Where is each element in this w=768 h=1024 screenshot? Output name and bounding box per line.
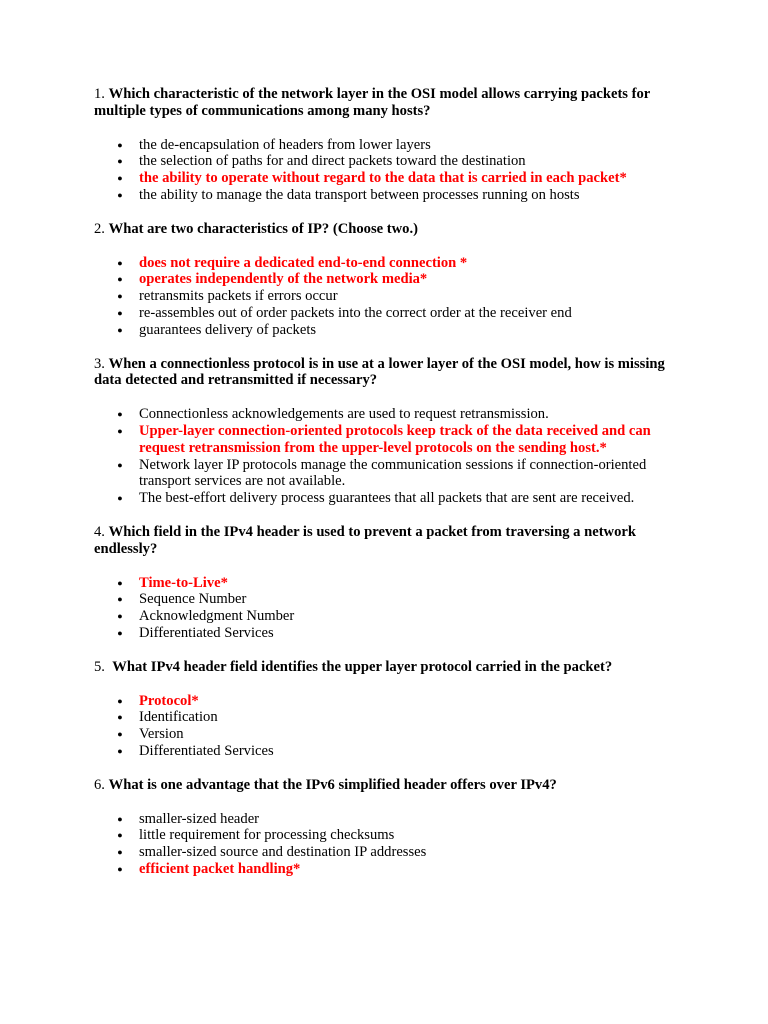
question-block bbox=[94, 524, 684, 558]
option-text: Protocol* bbox=[139, 692, 199, 709]
option-text: Upper-layer connection-oriented protocols keep track of the data received and can request retransmission from the upper-level protocols on the sending host.* bbox=[139, 422, 651, 456]
option-text: retransmits packets if errors occur bbox=[139, 288, 338, 305]
bullet-dot-icon: ● bbox=[117, 745, 123, 756]
option-text: Differentiated Services bbox=[139, 742, 274, 759]
bullet-dot-icon: ● bbox=[117, 459, 123, 470]
option-item bbox=[94, 608, 684, 625]
option-text: Acknowledgment Number bbox=[139, 608, 295, 625]
option-text: does not require a dedicated end-to-end connection * bbox=[139, 254, 468, 271]
option-item bbox=[94, 709, 684, 726]
bullet-dot-icon: ● bbox=[117, 409, 123, 420]
bullet-dot-icon: ● bbox=[117, 627, 123, 638]
question-heading bbox=[94, 524, 684, 558]
correct-option-item bbox=[94, 575, 684, 592]
option-list bbox=[94, 575, 684, 642]
option-text: Connectionless acknowledgements are used to request retransmission. bbox=[139, 406, 549, 423]
bullet-dot-icon: ● bbox=[117, 324, 123, 335]
bullet-dot-icon: ● bbox=[117, 156, 123, 167]
option-item bbox=[94, 153, 684, 170]
option-item bbox=[94, 591, 684, 608]
option-text: Version bbox=[139, 726, 184, 743]
bullet-dot-icon: ● bbox=[117, 291, 123, 302]
question-heading bbox=[94, 659, 684, 676]
option-item bbox=[94, 305, 684, 322]
option-item bbox=[94, 288, 684, 305]
bullet-dot-icon: ● bbox=[117, 189, 123, 200]
correct-option-item bbox=[94, 255, 684, 272]
correct-option-item bbox=[94, 693, 684, 710]
option-item bbox=[94, 187, 684, 204]
question-block bbox=[94, 221, 684, 238]
bullet-dot-icon: ● bbox=[117, 729, 123, 740]
option-list bbox=[94, 406, 684, 507]
bullet-dot-icon: ● bbox=[117, 847, 123, 858]
bullet-dot-icon: ● bbox=[117, 307, 123, 318]
option-text: the selection of paths for and direct packets toward the destination bbox=[139, 153, 526, 170]
option-text: Network layer IP protocols manage the communication sessions if connection-oriented transport services are not available. bbox=[139, 456, 647, 490]
question-block bbox=[94, 86, 684, 120]
option-text: the ability to operate without regard to the data that is carried in each packet* bbox=[139, 170, 627, 187]
option-text: re-assembles out of order packets into the correct order at the receiver end bbox=[139, 304, 572, 321]
option-list bbox=[94, 811, 684, 878]
option-item bbox=[94, 811, 684, 828]
option-text: guarantees delivery of packets bbox=[139, 321, 317, 338]
correct-option-item bbox=[94, 271, 684, 288]
option-list bbox=[94, 255, 684, 339]
document-body bbox=[94, 86, 684, 878]
bullet-dot-icon: ● bbox=[117, 695, 123, 706]
option-item bbox=[94, 490, 684, 507]
option-item bbox=[94, 726, 684, 743]
question-number: 4. bbox=[94, 523, 105, 540]
bullet-dot-icon: ● bbox=[117, 712, 123, 723]
question-block bbox=[94, 356, 684, 390]
bullet-dot-icon: ● bbox=[117, 830, 123, 841]
question-block bbox=[94, 659, 684, 676]
option-text: Differentiated Services bbox=[139, 624, 274, 641]
question-text: When a connectionless protocol is in use at a lower layer of the OSI model, how is missing data detected and retransmitted if necessary? bbox=[94, 355, 665, 389]
bullet-dot-icon: ● bbox=[117, 274, 123, 285]
question-text: Which field in the IPv4 header is used to prevent a packet from traversing a network endlessly? bbox=[94, 523, 636, 557]
bullet-dot-icon: ● bbox=[117, 425, 123, 436]
bullet-dot-icon: ● bbox=[117, 493, 123, 504]
question-number: 5. bbox=[94, 658, 105, 675]
question-heading bbox=[94, 86, 684, 120]
option-text: little requirement for processing checksums bbox=[139, 827, 395, 844]
option-list bbox=[94, 137, 684, 204]
question-number: 2. bbox=[94, 220, 105, 237]
question-number: 6. bbox=[94, 776, 105, 793]
question-text: What is one advantage that the IPv6 simplified header offers over IPv4? bbox=[108, 776, 557, 793]
question-block bbox=[94, 777, 684, 794]
question-number: 1. bbox=[94, 86, 105, 102]
question-text: Which characteristic of the network layer in the OSI model allows carrying packets for multiple types of communications among many hosts? bbox=[94, 86, 650, 119]
option-text: The best-effort delivery process guarantees that all packets that are sent are received. bbox=[139, 490, 635, 507]
correct-option-item bbox=[94, 423, 684, 457]
bullet-dot-icon: ● bbox=[117, 594, 123, 605]
option-text: Sequence Number bbox=[139, 591, 247, 608]
question-text: What IPv4 header field identifies the upper layer protocol carried in the packet? bbox=[112, 658, 613, 675]
option-text: smaller-sized source and destination IP addresses bbox=[139, 844, 427, 861]
option-text: Time-to-Live* bbox=[139, 574, 228, 591]
bullet-dot-icon: ● bbox=[117, 813, 123, 824]
option-text: Identification bbox=[139, 709, 218, 726]
option-item bbox=[94, 322, 684, 339]
option-item bbox=[94, 844, 684, 861]
bullet-dot-icon: ● bbox=[117, 577, 123, 588]
correct-option-item bbox=[94, 861, 684, 878]
option-item bbox=[94, 625, 684, 642]
bullet-dot-icon: ● bbox=[117, 173, 123, 184]
option-text: operates independently of the network media* bbox=[139, 271, 428, 288]
bullet-dot-icon: ● bbox=[117, 863, 123, 874]
option-text: the ability to manage the data transport between processes running on hosts bbox=[139, 186, 580, 203]
option-text: the de-encapsulation of headers from lower layers bbox=[139, 136, 431, 153]
bullet-dot-icon: ● bbox=[117, 611, 123, 622]
option-item bbox=[94, 406, 684, 423]
question-number: 3. bbox=[94, 355, 105, 372]
question-heading bbox=[94, 777, 684, 794]
bullet-dot-icon: ● bbox=[117, 257, 123, 268]
question-heading bbox=[94, 356, 684, 390]
option-text: smaller-sized header bbox=[139, 810, 260, 827]
question-heading bbox=[94, 221, 684, 238]
option-item bbox=[94, 137, 684, 154]
bullet-dot-icon: ● bbox=[117, 139, 123, 150]
correct-option-item bbox=[94, 170, 684, 187]
option-list bbox=[94, 693, 684, 760]
option-text: efficient packet handling* bbox=[139, 860, 301, 877]
option-item bbox=[94, 743, 684, 760]
option-item bbox=[94, 457, 684, 491]
option-item bbox=[94, 827, 684, 844]
question-text: What are two characteristics of IP? (Choose two.) bbox=[108, 220, 418, 237]
